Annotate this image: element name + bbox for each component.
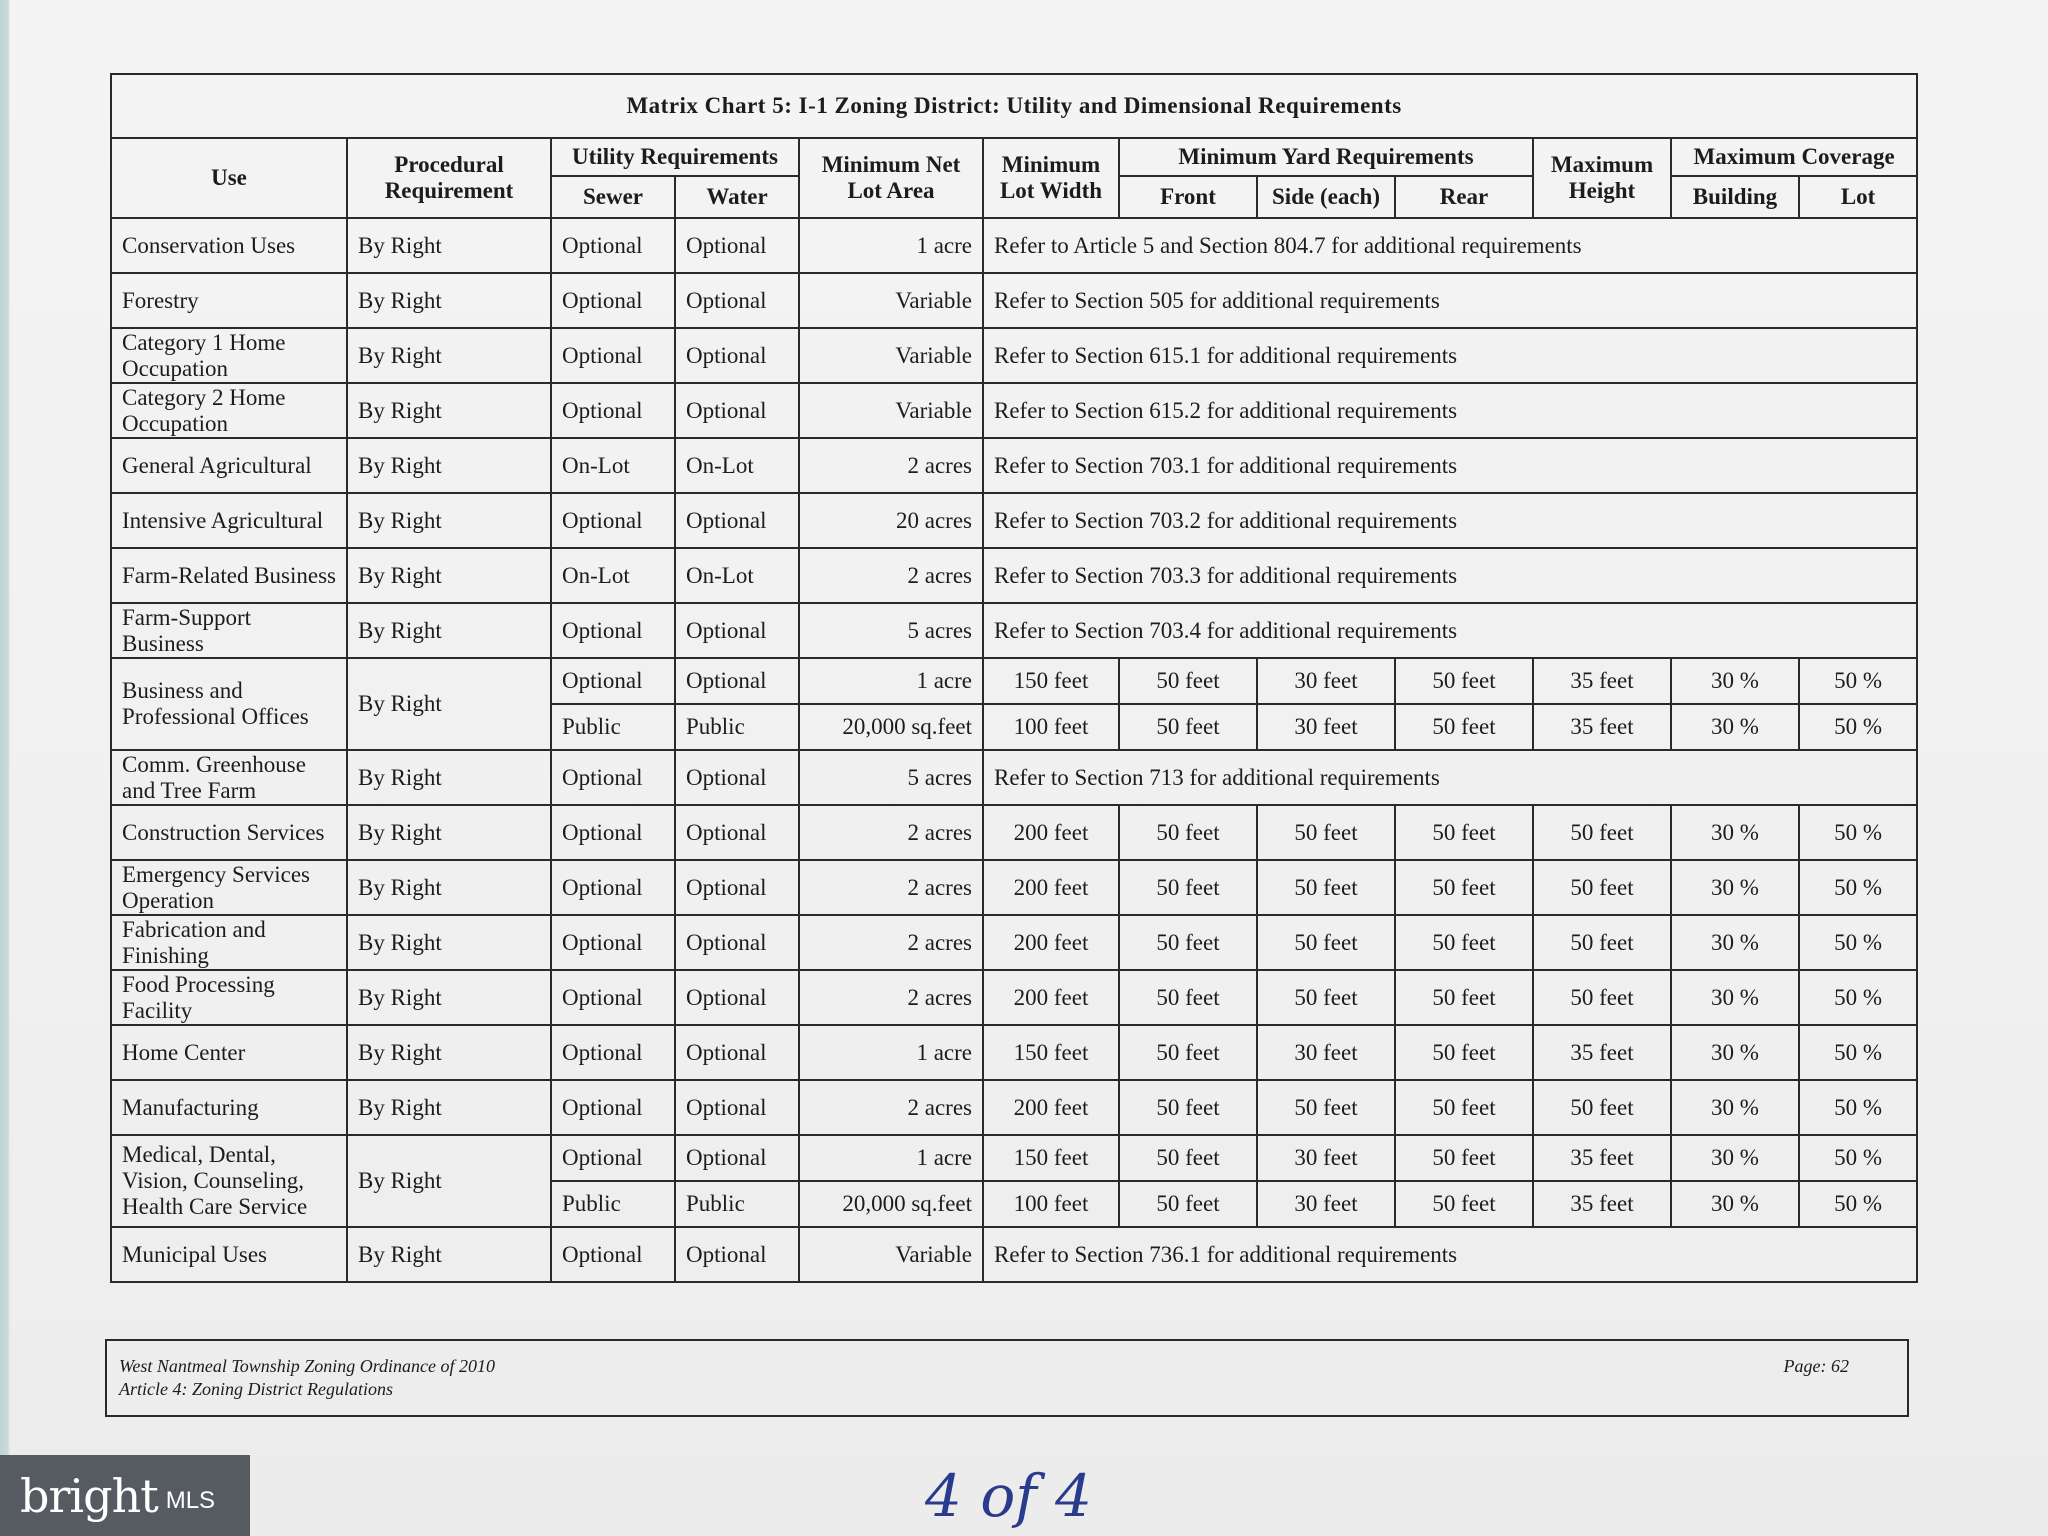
cell-water: Public [675,704,799,750]
cell-rear-yard: 50 feet [1395,1080,1533,1135]
cell-procedural: By Right [347,273,551,328]
cell-sewer: Optional [551,970,675,1025]
cell-sewer: Optional [551,658,675,704]
header-max-height: Maximum Height [1533,138,1671,218]
cell-lot-coverage: 50 % [1799,658,1917,704]
cell-requirements-note: Refer to Section 736.1 for additional requirements [983,1227,1917,1282]
cell-use: Category 2 Home Occupation [111,383,347,438]
cell-sewer: Optional [551,915,675,970]
cell-rear-yard: 50 feet [1395,1025,1533,1080]
cell-water: Public [675,1181,799,1227]
cell-lot-coverage: 50 % [1799,1135,1917,1181]
cell-sewer: Optional [551,750,675,805]
cell-water: Optional [675,915,799,970]
cell-use: Construction Services [111,805,347,860]
header-side: Side (each) [1257,176,1395,218]
cell-lot-area: 20,000 sq.feet [799,704,983,750]
cell-rear-yard: 50 feet [1395,1135,1533,1181]
cell-use: Farm-Support Business [111,603,347,658]
header-use: Use [111,138,347,218]
zoning-matrix-table [110,73,1918,1283]
cell-water: Optional [675,750,799,805]
cell-use: Comm. Greenhouse and Tree Farm [111,750,347,805]
cell-water: Optional [675,970,799,1025]
table-row [111,915,1917,970]
header-lot: Lot [1799,176,1917,218]
cell-use: Fabrication and Finishing [111,915,347,970]
footer-ordinance: West Nantmeal Township Zoning Ordinance of 2010 [119,1356,496,1376]
cell-requirements-note: Refer to Section 703.2 for additional requirements [983,493,1917,548]
cell-building-coverage: 30 % [1671,915,1799,970]
cell-requirements-note: Refer to Article 5 and Section 804.7 for additional requirements [983,218,1917,273]
cell-procedural: By Right [347,915,551,970]
cell-water: Optional [675,493,799,548]
cell-front-yard: 50 feet [1119,805,1257,860]
cell-lot-area: 2 acres [799,438,983,493]
cell-lot-coverage: 50 % [1799,1025,1917,1080]
cell-lot-width: 150 feet [983,1135,1119,1181]
table-row [111,383,1917,438]
cell-lot-area: 5 acres [799,750,983,805]
cell-building-coverage: 30 % [1671,1135,1799,1181]
cell-water: Optional [675,1227,799,1282]
cell-lot-area: 2 acres [799,860,983,915]
header-building: Building [1671,176,1799,218]
cell-side-yard: 30 feet [1257,1025,1395,1080]
cell-water: Optional [675,860,799,915]
cell-procedural: By Right [347,548,551,603]
cell-procedural: By Right [347,438,551,493]
cell-max-height: 50 feet [1533,1080,1671,1135]
cell-water: Optional [675,218,799,273]
cell-lot-width: 150 feet [983,1025,1119,1080]
cell-rear-yard: 50 feet [1395,658,1533,704]
header-utility: Utility Requirements [551,138,799,176]
header-min-lot-width: Minimum Lot Width [983,138,1119,218]
cell-use: Forestry [111,273,347,328]
cell-use: Conservation Uses [111,218,347,273]
cell-lot-coverage: 50 % [1799,704,1917,750]
cell-side-yard: 50 feet [1257,805,1395,860]
cell-max-height: 50 feet [1533,860,1671,915]
cell-rear-yard: 50 feet [1395,915,1533,970]
cell-front-yard: 50 feet [1119,1135,1257,1181]
cell-building-coverage: 30 % [1671,1025,1799,1080]
cell-requirements-note: Refer to Section 713 for additional requirements [983,750,1917,805]
cell-use: Farm-Related Business [111,548,347,603]
cell-rear-yard: 50 feet [1395,860,1533,915]
cell-building-coverage: 30 % [1671,970,1799,1025]
cell-water: Optional [675,658,799,704]
cell-front-yard: 50 feet [1119,1181,1257,1227]
footer-page-number: Page: 62 [1783,1356,1849,1376]
logo-wordmark: bright [20,1468,158,1523]
cell-lot-area: 5 acres [799,603,983,658]
cell-lot-area: Variable [799,273,983,328]
cell-lot-area: 20,000 sq.feet [799,1181,983,1227]
cell-building-coverage: 30 % [1671,704,1799,750]
cell-procedural: By Right [347,658,551,750]
handwritten-page-note: 4 of 4 [925,1462,1093,1530]
cell-lot-coverage: 50 % [1799,970,1917,1025]
cell-requirements-note: Refer to Section 615.2 for additional requirements [983,383,1917,438]
cell-use: Emergency Services Operation [111,860,347,915]
table-row [111,970,1917,1025]
cell-lot-area: Variable [799,383,983,438]
cell-sewer: Optional [551,603,675,658]
table-row [111,658,1917,704]
cell-use: Intensive Agricultural [111,493,347,548]
cell-front-yard: 50 feet [1119,1025,1257,1080]
cell-lot-coverage: 50 % [1799,805,1917,860]
cell-use: Food Processing Facility [111,970,347,1025]
table-row [111,493,1917,548]
cell-sewer: Public [551,704,675,750]
bright-mls-logo [0,1455,250,1536]
cell-lot-area: 2 acres [799,805,983,860]
cell-front-yard: 50 feet [1119,860,1257,915]
cell-max-height: 50 feet [1533,805,1671,860]
cell-lot-area: 1 acre [799,658,983,704]
cell-lot-width: 200 feet [983,915,1119,970]
cell-sewer: On-Lot [551,548,675,603]
cell-lot-area: 1 acre [799,1025,983,1080]
cell-lot-coverage: 50 % [1799,1080,1917,1135]
cell-requirements-note: Refer to Section 703.1 for additional requirements [983,438,1917,493]
table-row [111,1080,1917,1135]
cell-water: On-Lot [675,548,799,603]
cell-building-coverage: 30 % [1671,658,1799,704]
cell-front-yard: 50 feet [1119,970,1257,1025]
cell-building-coverage: 30 % [1671,860,1799,915]
cell-lot-area: 2 acres [799,915,983,970]
cell-procedural: By Right [347,1135,551,1227]
cell-lot-area: Variable [799,1227,983,1282]
cell-use: Municipal Uses [111,1227,347,1282]
cell-use: Category 1 Home Occupation [111,328,347,383]
cell-use: Medical, Dental, Vision, Counseling, Health Care Service [111,1135,347,1227]
header-max-coverage: Maximum Coverage [1671,138,1917,176]
cell-lot-coverage: 50 % [1799,1181,1917,1227]
header-procedural: Procedural Requirement [347,138,551,218]
cell-requirements-note: Refer to Section 703.4 for additional requirements [983,603,1917,658]
cell-requirements-note: Refer to Section 703.3 for additional requirements [983,548,1917,603]
cell-max-height: 50 feet [1533,970,1671,1025]
cell-side-yard: 50 feet [1257,970,1395,1025]
table-row [111,548,1917,603]
cell-requirements-note: Refer to Section 505 for additional requirements [983,273,1917,328]
cell-front-yard: 50 feet [1119,1080,1257,1135]
cell-sewer: Optional [551,1135,675,1181]
header-front: Front [1119,176,1257,218]
cell-side-yard: 50 feet [1257,1080,1395,1135]
table-row [111,1135,1917,1181]
table-row [111,218,1917,273]
footer-article: Article 4: Zoning District Regulations [119,1379,393,1399]
cell-procedural: By Right [347,328,551,383]
cell-sewer: Optional [551,1025,675,1080]
cell-sewer: On-Lot [551,438,675,493]
cell-procedural: By Right [347,805,551,860]
cell-water: Optional [675,805,799,860]
cell-max-height: 50 feet [1533,915,1671,970]
cell-water: Optional [675,603,799,658]
cell-lot-width: 200 feet [983,970,1119,1025]
table-title: Matrix Chart 5: I-1 Zoning District: Utility and Dimensional Requirements [111,74,1917,138]
cell-lot-width: 200 feet [983,1080,1119,1135]
cell-front-yard: 50 feet [1119,658,1257,704]
cell-use: Home Center [111,1025,347,1080]
cell-use: General Agricultural [111,438,347,493]
cell-building-coverage: 30 % [1671,1181,1799,1227]
table-row [111,438,1917,493]
cell-use: Business and Professional Offices [111,658,347,750]
cell-sewer: Optional [551,805,675,860]
cell-sewer: Optional [551,1227,675,1282]
cell-lot-area: 1 acre [799,218,983,273]
header-min-yard: Minimum Yard Requirements [1119,138,1533,176]
cell-lot-coverage: 50 % [1799,860,1917,915]
table-row [111,1227,1917,1282]
cell-side-yard: 50 feet [1257,915,1395,970]
cell-lot-width: 150 feet [983,658,1119,704]
cell-lot-width: 100 feet [983,704,1119,750]
page-footer [105,1339,1909,1417]
cell-water: Optional [675,383,799,438]
cell-procedural: By Right [347,603,551,658]
cell-procedural: By Right [347,383,551,438]
cell-lot-coverage: 50 % [1799,915,1917,970]
cell-sewer: Optional [551,493,675,548]
cell-building-coverage: 30 % [1671,1080,1799,1135]
cell-use: Manufacturing [111,1080,347,1135]
cell-max-height: 35 feet [1533,1025,1671,1080]
cell-procedural: By Right [347,860,551,915]
cell-side-yard: 30 feet [1257,1135,1395,1181]
cell-water: Optional [675,328,799,383]
cell-sewer: Optional [551,328,675,383]
cell-sewer: Optional [551,218,675,273]
table-row [111,860,1917,915]
cell-procedural: By Right [347,1227,551,1282]
header-rear: Rear [1395,176,1533,218]
table-row [111,1025,1917,1080]
cell-lot-area: 2 acres [799,548,983,603]
table-row [111,805,1917,860]
cell-requirements-note: Refer to Section 615.1 for additional requirements [983,328,1917,383]
cell-sewer: Optional [551,1080,675,1135]
cell-rear-yard: 50 feet [1395,805,1533,860]
cell-lot-area: 1 acre [799,1135,983,1181]
table-row [111,603,1917,658]
cell-water: Optional [675,1135,799,1181]
cell-rear-yard: 50 feet [1395,1181,1533,1227]
header-water: Water [675,176,799,218]
cell-building-coverage: 30 % [1671,805,1799,860]
cell-max-height: 35 feet [1533,1181,1671,1227]
cell-procedural: By Right [347,218,551,273]
cell-front-yard: 50 feet [1119,704,1257,750]
table-row [111,328,1917,383]
cell-lot-area: 2 acres [799,1080,983,1135]
logo-suffix: MLS [165,1486,216,1514]
cell-front-yard: 50 feet [1119,915,1257,970]
cell-procedural: By Right [347,750,551,805]
cell-lot-area: 20 acres [799,493,983,548]
cell-procedural: By Right [347,970,551,1025]
cell-max-height: 35 feet [1533,1135,1671,1181]
cell-side-yard: 30 feet [1257,1181,1395,1227]
cell-rear-yard: 50 feet [1395,704,1533,750]
cell-water: Optional [675,273,799,328]
cell-max-height: 35 feet [1533,704,1671,750]
cell-lot-area: Variable [799,328,983,383]
table-row [111,750,1917,805]
cell-lot-width: 200 feet [983,805,1119,860]
cell-lot-area: 2 acres [799,970,983,1025]
cell-sewer: Optional [551,273,675,328]
cell-max-height: 35 feet [1533,658,1671,704]
cell-lot-width: 100 feet [983,1181,1119,1227]
cell-sewer: Optional [551,383,675,438]
cell-water: Optional [675,1025,799,1080]
cell-rear-yard: 50 feet [1395,970,1533,1025]
document-page [10,0,2048,1536]
cell-water: Optional [675,1080,799,1135]
table-row [111,273,1917,328]
cell-side-yard: 50 feet [1257,860,1395,915]
cell-procedural: By Right [347,1025,551,1080]
cell-side-yard: 30 feet [1257,704,1395,750]
cell-procedural: By Right [347,493,551,548]
header-sewer: Sewer [551,176,675,218]
header-min-lot-area: Minimum Net Lot Area [799,138,983,218]
cell-procedural: By Right [347,1080,551,1135]
cell-sewer: Optional [551,860,675,915]
cell-water: On-Lot [675,438,799,493]
cell-side-yard: 30 feet [1257,658,1395,704]
cell-lot-width: 200 feet [983,860,1119,915]
cell-sewer: Public [551,1181,675,1227]
